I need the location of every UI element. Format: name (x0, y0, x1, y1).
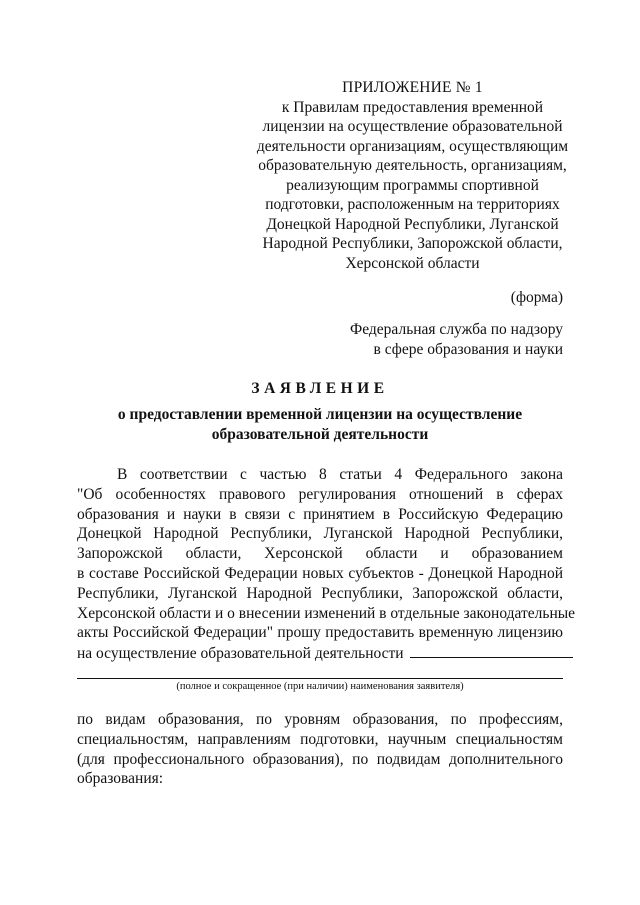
appendix-line: образовательную деятельность, организациям, (258, 157, 567, 174)
subtitle-line: о предоставлении временной лицензии на осуществление (117, 406, 523, 423)
appendix-block (250, 78, 575, 273)
applicant-caption: (полное и сокращенное (при наличии) наименования заявителя) (176, 681, 464, 692)
paragraph-line: Херсонской области и о внесении изменений в отдельные законодательные (77, 604, 576, 622)
appendix-line: деятельности организациям, осуществляющим (256, 137, 569, 155)
addressee-line: Федеральная служба по надзору (350, 321, 563, 338)
paragraph-line: образования и науки в связи с принятием в Российскую Федерацию (77, 505, 563, 523)
appendix-line: подготовки, расположенным на территориях (265, 196, 560, 213)
paragraph-line: Запорожской области, Херсонской области и образованием (77, 545, 563, 563)
paragraph-line: (для профессионального образования), по подвидам дополнительного (77, 750, 563, 768)
paragraph-line: Республики, Луганской Народной Республики, Запорожской области, (77, 584, 563, 602)
appendix-line: реализующим программы спортивной (286, 176, 539, 194)
appendix-heading: ПРИЛОЖЕНИЕ № 1 (342, 79, 483, 96)
applicant-name-blank[interactable] (410, 643, 573, 658)
paragraph-line: образования: (77, 770, 164, 788)
paragraph-last-line (77, 643, 563, 664)
appendix-line: Народной Республики, Запорожской области, (262, 235, 563, 252)
paragraph-line: Донецкой Народной Республики, Луганской Народной Республики, (77, 525, 563, 543)
paragraph-line-text: на осуществление образовательной деятельности (77, 645, 404, 663)
appendix-line: Херсонской области (345, 254, 480, 272)
paragraph-line: по видам образования, по уровням образования, по профессиям, (77, 711, 563, 728)
education-types-paragraph (77, 710, 563, 789)
paragraph-line: в составе Российской Федерации новых субъектов - Донецкой Народной (77, 564, 563, 582)
paragraph-line: В соответствии с частью 8 статьи 4 Федерального закона (117, 466, 563, 483)
paragraph-line: специальностям, направлениям подготовки, научным специальностям (77, 730, 563, 748)
form-label: (форма) (510, 289, 563, 306)
paragraph-line: акты Российской Федерации" прошу предоставить временную лицензию (77, 624, 563, 642)
appendix-line: лицензии на осуществление образовательной (262, 118, 563, 135)
appendix-line: к Правилам предоставления временной (281, 98, 544, 116)
addressee-block (350, 320, 563, 359)
applicant-name-line[interactable] (77, 678, 563, 679)
document-subtitle (100, 405, 540, 444)
addressee-line: в сфере образования и науки (373, 340, 563, 358)
subtitle-line: образовательной деятельности (211, 425, 429, 443)
paragraph-line: "Об особенностях правового регулирования отношений в сферах (77, 485, 563, 503)
main-paragraph (77, 465, 576, 664)
document-title: ЗАЯВЛЕНИЕ (251, 380, 389, 397)
appendix-line: Донецкой Народной Республики, Луганской (266, 215, 559, 233)
